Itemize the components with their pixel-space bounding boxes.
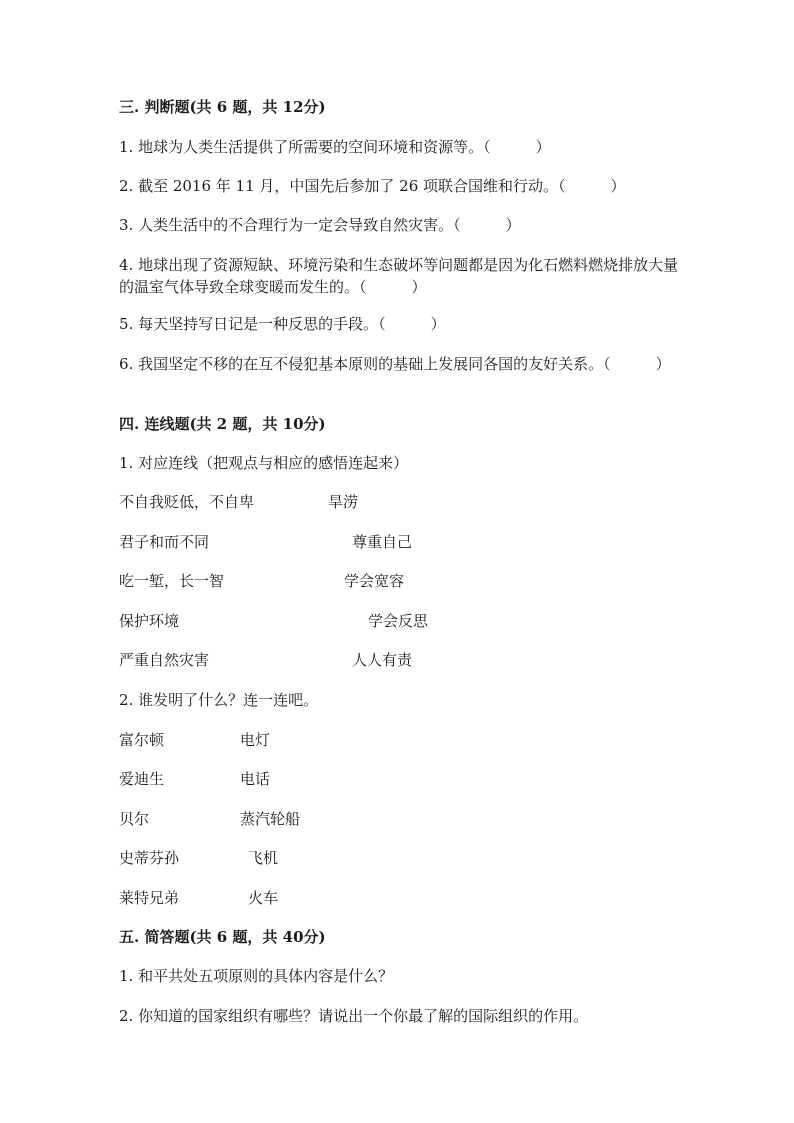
match-q1-right-5: 人人有责 xyxy=(352,651,413,669)
match-q1-right-1: 旱涝 xyxy=(328,493,359,511)
match-q1-left-1: 不自我贬低，不自卑 xyxy=(119,493,255,511)
section-5-title: 五. 简答题(共 6 题，共 40分) xyxy=(119,928,326,946)
match-q2-left-5: 莱特兄弟 xyxy=(119,889,180,907)
short-answer-1: 1. 和平共处五项原则的具体内容是什么？ xyxy=(119,967,394,985)
match-q2-right-5: 火车 xyxy=(248,889,279,907)
match-q1-left-5: 严重自然灾害 xyxy=(119,651,210,669)
judge-item-6: 6. 我国坚定不移的在互不侵犯基本原则的基础上发展同各国的友好关系。（ ） xyxy=(119,355,671,373)
match-q2-left-1: 富尔顿 xyxy=(119,731,165,749)
judge-item-5: 5. 每天坚持写日记是一种反思的手段。（ ） xyxy=(119,315,446,333)
section-4-title: 四. 连线题(共 2 题，共 10分) xyxy=(119,415,326,433)
match-q1-right-2: 尊重自己 xyxy=(352,533,413,551)
match-q1-left-4: 保护环境 xyxy=(119,612,180,630)
short-answer-2: 2. 你知道的国家组织有哪些？请说出一个你最了解的国际组织的作用。 xyxy=(119,1007,589,1025)
match-q1-prompt: 1. 对应连线（把观点与相应的感悟连起来） xyxy=(119,454,409,472)
judge-item-1: 1. 地球为人类生活提供了所需要的空间环境和资源等。（ ） xyxy=(119,138,551,156)
match-q1-right-4: 学会反思 xyxy=(368,612,429,630)
match-q2-left-4: 史蒂芬孙 xyxy=(119,849,180,867)
section-3-title: 三. 判断题(共 6 题，共 12分) xyxy=(119,98,326,116)
judge-item-4: 4. 地球出现了资源短缺、环境污染和生态破坏等问题都是因为化石燃料燃烧排放大量的温室气体导致全球变暖而发生的。（ ） xyxy=(119,256,679,296)
match-q2-left-3: 贝尔 xyxy=(119,810,150,828)
match-q1-left-3: 吃一堑，长一智 xyxy=(119,572,225,590)
match-q2-right-4: 飞机 xyxy=(248,849,279,867)
match-q1-right-3: 学会宽容 xyxy=(344,572,405,590)
judge-item-3: 3. 人类生活中的不合理行为一定会导致自然灾害。（ ） xyxy=(119,216,521,234)
match-q2-right-1: 电灯 xyxy=(240,731,271,749)
match-q1-left-2: 君子和而不同 xyxy=(119,533,210,551)
match-q2-prompt: 2. 谁发明了什么？连一连吧。 xyxy=(119,691,319,709)
match-q2-left-2: 爱迪生 xyxy=(119,770,165,788)
match-q2-right-3: 蒸汽轮船 xyxy=(240,810,301,828)
match-q2-right-2: 电话 xyxy=(240,770,271,788)
judge-item-2: 2. 截至 2016 年 11 月，中国先后参加了 26 项联合国维和行动。（ ） xyxy=(119,177,626,195)
